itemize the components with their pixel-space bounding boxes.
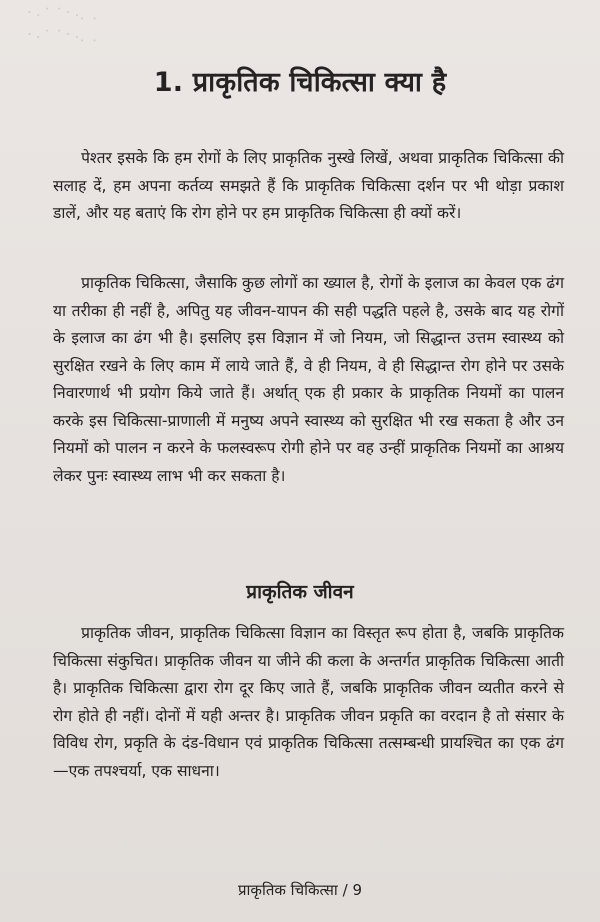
page-footer: [0, 880, 600, 900]
footer-book-title: प्राकृतिक चिकित्सा: [238, 881, 338, 899]
chapter-title: 1. प्राकृतिक चिकित्सा क्या है: [153, 67, 447, 98]
page-number: 9: [352, 881, 362, 899]
paragraph-3: प्राकृतिक जीवन, प्राकृतिक चिकित्सा विज्ञान का विस्तृत रूप होता है, जबकि प्राकृतिक चिकित्सा संकुचित। प्राकृतिक जीवन या जीने की कला के अन्तर्गत प्राकृतिक चिकित्सा आती है। प्राकृतिक चिकित्सा द्वारा रोग दूर किए जाते हैं, जबकि प्राकृतिक जीवन व्यतीत करने से रोग होते ही नहीं। दोनों में यही अन्तर है। प्राकृतिक जीवन प्रकृति का वरदान है तो संसार के विविध रोग, प्रकृति के दंड-विधान एवं प्राकृतिक चिकित्सा तत्सम्बन्धी प्रायश्चित का एक ढंग—एक तपश्चर्या, एक साधना।: [53, 624, 564, 780]
footer-separator: /: [342, 881, 348, 899]
bleed-through-text: ⠀⠂⠄⠁⠈⠐⠠⡀⢀: [18, 28, 98, 42]
bleed-through-text: ⠀⠂⠄⠁⠈⠐⠠⡀⢀: [18, 6, 98, 20]
paragraph-1: पेश्तर इसके कि हम रोगों के लिए प्राकृतिक नुस्खे लिखें, अथवा प्राकृतिक चिकित्सा की सलाह दें, हम अपना कर्तव्य समझते हैं कि प्राकृतिक चिकित्सा दर्शन पर भी थोड़ा प्रकाश डालें, और यह बताएं कि रोग होने पर हम प्राकृतिक चिकित्सा ही क्यों करें।: [53, 149, 564, 222]
paragraph-2: प्राकृतिक चिकित्सा, जैसाकि कुछ लोगों का ख्याल है, रोगों के इलाज का केवल एक ढंग या तरीका ही नहीं है, अपितु यह जीवन-यापन की सही पद्धति पहले है, उसके बाद यह रोगों के इलाज का ढंग भी है। इसलिए इस विज्ञान में जो नियम, जो सिद्धान्त उत्तम स्वास्थ्य को सुरक्षित रखने के लिए काम में लाये जाते हैं, वे ही नियम, वे ही सिद्धान्त रोग होने पर उसके निवारणार्थ भी प्रयोग किये जाते हैं। अर्थात् एक ही प्रकार के प्राकृतिक नियमों का पालन करके इस चिकित्सा-प्राणाली में मनुष्य अपने स्वास्थ्य को सुरक्षित भी रख सकता है और उन नियमों को पालन न करने के फलस्वरूप रोगी होने पर वह उन्हीं प्राकृतिक नियमों का आश्रय लेकर पुनः स्वास्थ्य लाभ भी कर सकता है।: [53, 274, 564, 485]
section-heading: प्राकृतिक जीवन: [246, 581, 354, 603]
